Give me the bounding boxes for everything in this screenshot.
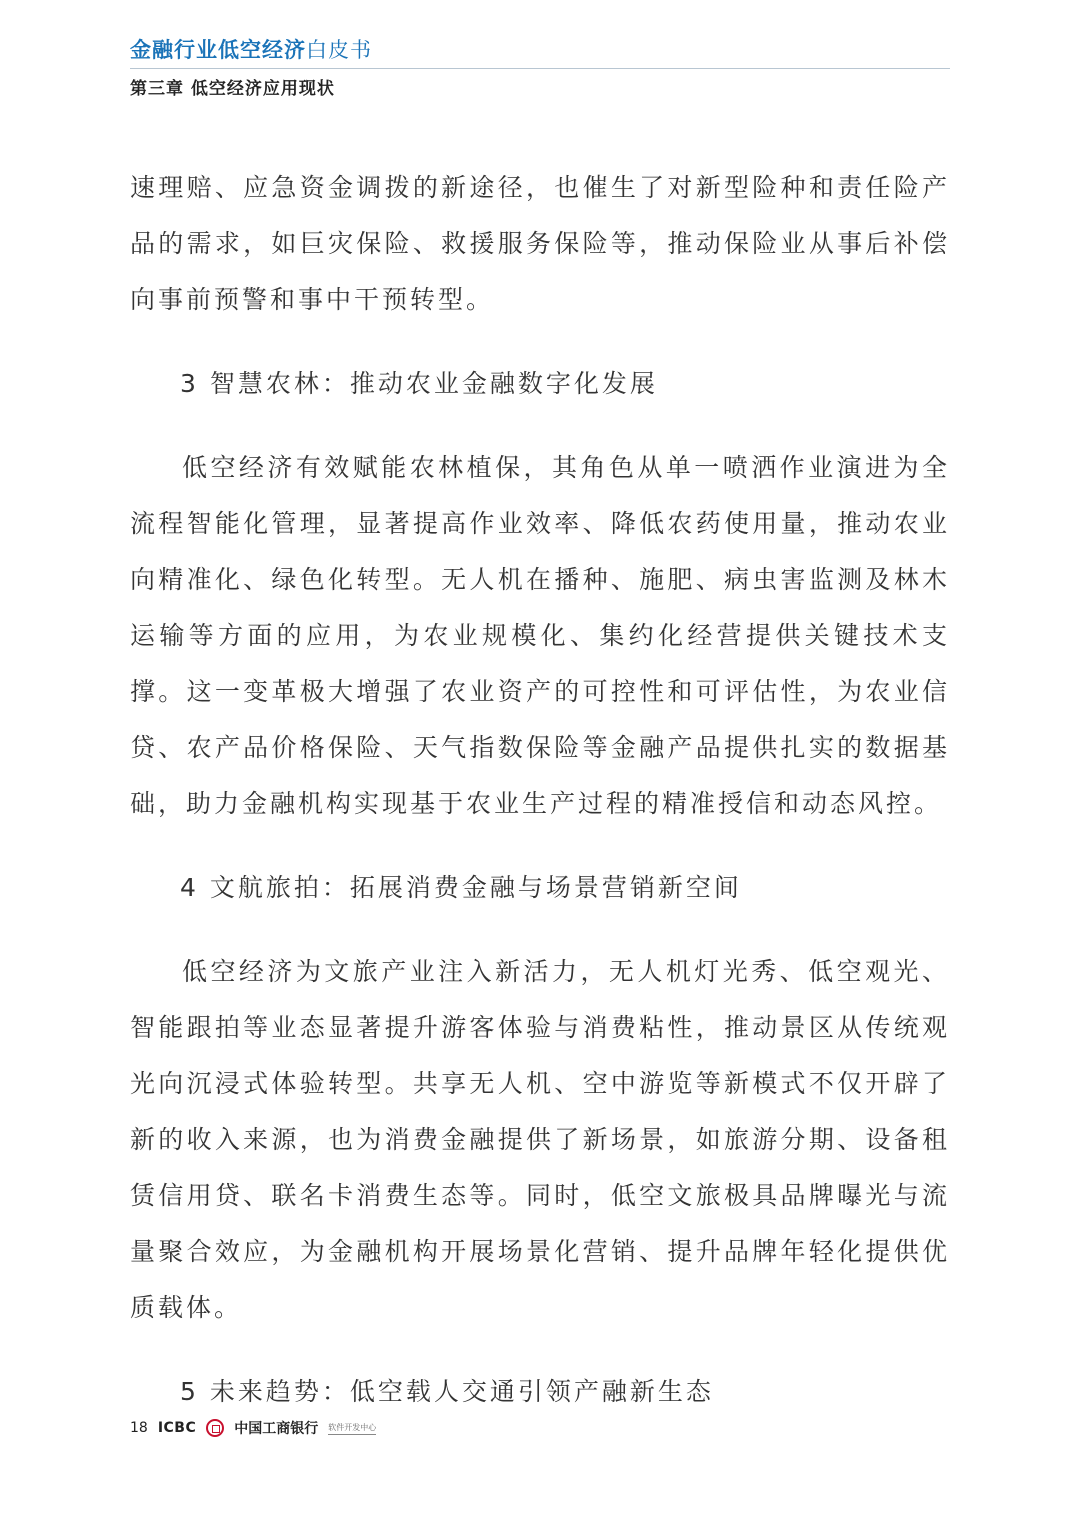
document-title-bold: 金融行业低空经济 <box>130 38 306 62</box>
icbc-logo-icon <box>206 1419 224 1437</box>
page-body <box>130 160 950 1420</box>
paragraph-1: 速理赔、应急资金调拨的新途径，也催生了对新型险种和责任险产品的需求，如巨灾保险、救援服务保险等，推动保险业从事后补偿向事前预警和事中干预转型。 <box>130 173 950 314</box>
paragraph-3: 低空经济为文旅产业注入新活力，无人机灯光秀、低空观光、智能跟拍等业态显著提升游客体验与消费粘性，推动景区从传统观光向沉浸式体验转型。共享无人机、空中游览等新模式不仅开辟了新的收入来源，也为消费金融提供了新场景，如旅游分期、设备租赁信用贷、联名卡消费生态等。同时，低空文旅极具品牌曝光与流量聚合效应，为金融机构开展场景化营销、提升品牌年轻化提供优质载体。 <box>130 957 950 1322</box>
chapter-title: 第三章 低空经济应用现状 <box>130 79 335 99</box>
page-number: 18 <box>130 1420 148 1436</box>
page-header <box>130 34 372 64</box>
section-heading-5: 5 未来趋势：低空载人交通引领产融新生态 <box>180 1377 714 1406</box>
header-divider <box>130 68 950 69</box>
department-tagline: 软件开发中心 <box>328 1422 376 1435</box>
section-heading-3: 3 智慧农林：推动农业金融数字化发展 <box>180 369 658 398</box>
paragraph-2: 低空经济有效赋能农林植保，其角色从单一喷洒作业演进为全流程智能化管理，显著提高作业效率、降低农药使用量，推动农业向精准化、绿色化转型。无人机在播种、施肥、病虫害监测及林木运输等方面的应用，为农业规模化、集约化经营提供关键技术支撑。这一变革极大增强了农业资产的可控性和可评估性，为农业信贷、农产品价格保险、天气指数保险等金融产品提供扎实的数据基础，助力金融机构实现基于农业生产过程的精准授信和动态风控。 <box>130 453 950 818</box>
document-title-light: 白皮书 <box>306 38 372 62</box>
page-footer <box>130 1418 376 1438</box>
bank-name: 中国工商银行 <box>234 1421 319 1437</box>
section-heading-4: 4 文航旅拍：拓展消费金融与场景营销新空间 <box>180 873 742 902</box>
icbc-wordmark: ICBC <box>157 1420 197 1436</box>
document-title <box>130 34 372 64</box>
